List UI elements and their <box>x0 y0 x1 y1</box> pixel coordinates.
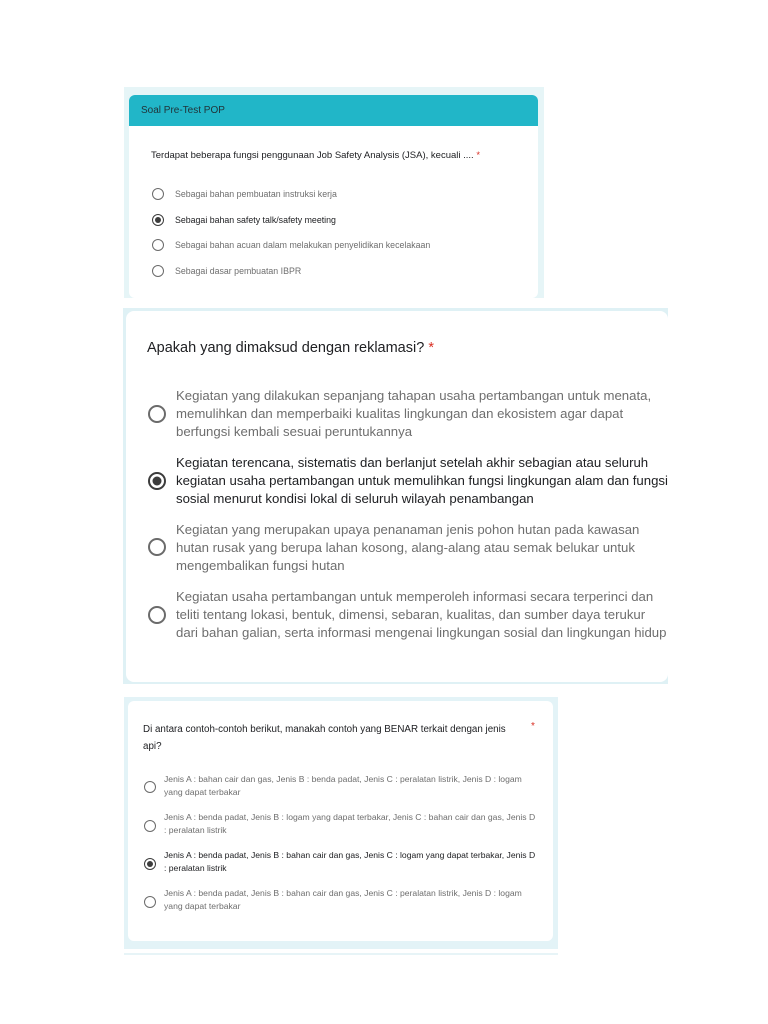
radio-option-1[interactable] <box>144 781 156 793</box>
radio-option-3[interactable] <box>148 538 166 556</box>
option-label-4[interactable]: Kegiatan usaha pertambangan untuk memperoleh informasi secara terperinci dan teliti tentang lokasi, bentuk, dimensi, sebaran, kualitas, dan sumber daya terukur dari bahan galian, serta informasi mengenai lingkungan sosial dan lingkungan hidup <box>176 589 667 640</box>
question-text: Terdapat beberapa fungsi penggunaan Job Safety Analysis (JSA), kecuali .... * <box>151 150 481 161</box>
question-card-jenis-api <box>128 701 553 941</box>
question-card-reklamasi <box>126 311 668 682</box>
radio-option-3[interactable] <box>152 239 164 251</box>
quiz-screenshot-2 <box>123 308 668 684</box>
quiz-screenshot-3 <box>124 697 558 949</box>
radio-option-1[interactable] <box>152 188 164 200</box>
radio-option-3-selected[interactable] <box>144 858 156 870</box>
form-title: Soal Pre-Test POP <box>141 105 225 116</box>
option-label-1[interactable]: Jenis A : bahan cair dan gas, Jenis B : benda padat, Jenis C : peralatan listrik, Jenis D : logam yang dapat terbakar <box>164 774 522 797</box>
question-card-jsa <box>129 95 538 298</box>
option-label-3[interactable]: Jenis A : benda padat, Jenis B : bahan cair dan gas, Jenis C : logam yang dapat terbakar, Jenis D : peralatan listrik <box>164 850 536 873</box>
option-label-3[interactable]: Sebagai bahan acuan dalam melakukan penyelidikan kecelakaan <box>175 240 431 250</box>
radio-option-2[interactable] <box>144 820 156 832</box>
option-label-1[interactable]: Kegiatan yang dilakukan sepanjang tahapan usaha pertambangan untuk menata, memulihkan dan memperbaiki kualitas lingkungan dan ekosistem agar dapat berfungsi kembali sesuai peruntukannya <box>176 388 652 439</box>
radio-option-2-selected[interactable] <box>148 472 166 490</box>
option-label-1[interactable]: Sebagai bahan pembuatan instruksi kerja <box>175 189 337 199</box>
radio-option-4[interactable] <box>148 606 166 624</box>
option-label-2[interactable]: Jenis A : benda padat, Jenis B : logam yang dapat terbakar, Jenis C : bahan cair dan gas, Jenis D : peralatan listrik <box>164 812 536 835</box>
radio-option-4[interactable] <box>152 265 164 277</box>
divider <box>124 953 558 955</box>
question-text: Di antara contoh-contoh berikut, manakah contoh yang BENAR terkait dengan jenis api? <box>143 724 506 752</box>
option-label-2[interactable]: Kegiatan terencana, sistematis dan berlanjut setelah akhir sebagian atau seluruh kegiatan usaha pertambangan untuk memulihkan fungsi lingkungan alam dan fungsi sosial menurut kondisi lokal di seluruh wilayah penambangan <box>176 455 668 506</box>
required-asterisk: * <box>531 721 535 732</box>
option-label-3[interactable]: Kegiatan yang merupakan upaya penanaman jenis pohon hutan pada kawasan hutan rusak yang berupa lahan kosong, alang-alang atau semak belukar untuk mengembalikan fungsi hutan <box>176 522 640 573</box>
radio-option-1[interactable] <box>148 405 166 423</box>
form-header <box>129 95 538 126</box>
required-asterisk: * <box>428 340 434 356</box>
option-label-2[interactable]: Sebagai bahan safety talk/safety meeting <box>175 215 336 225</box>
question-text: Apakah yang dimaksud dengan reklamasi? * <box>147 340 434 356</box>
required-asterisk: * <box>476 150 481 161</box>
option-label-4[interactable]: Sebagai dasar pembuatan IBPR <box>175 266 302 276</box>
quiz-screenshot-1 <box>124 87 544 298</box>
option-label-4[interactable]: Jenis A : benda padat, Jenis B : bahan cair dan gas, Jenis C : peralatan listrik, Jenis D : logam yang dapat terbakar <box>164 888 522 911</box>
radio-option-4[interactable] <box>144 896 156 908</box>
radio-option-2-selected[interactable] <box>152 214 164 226</box>
